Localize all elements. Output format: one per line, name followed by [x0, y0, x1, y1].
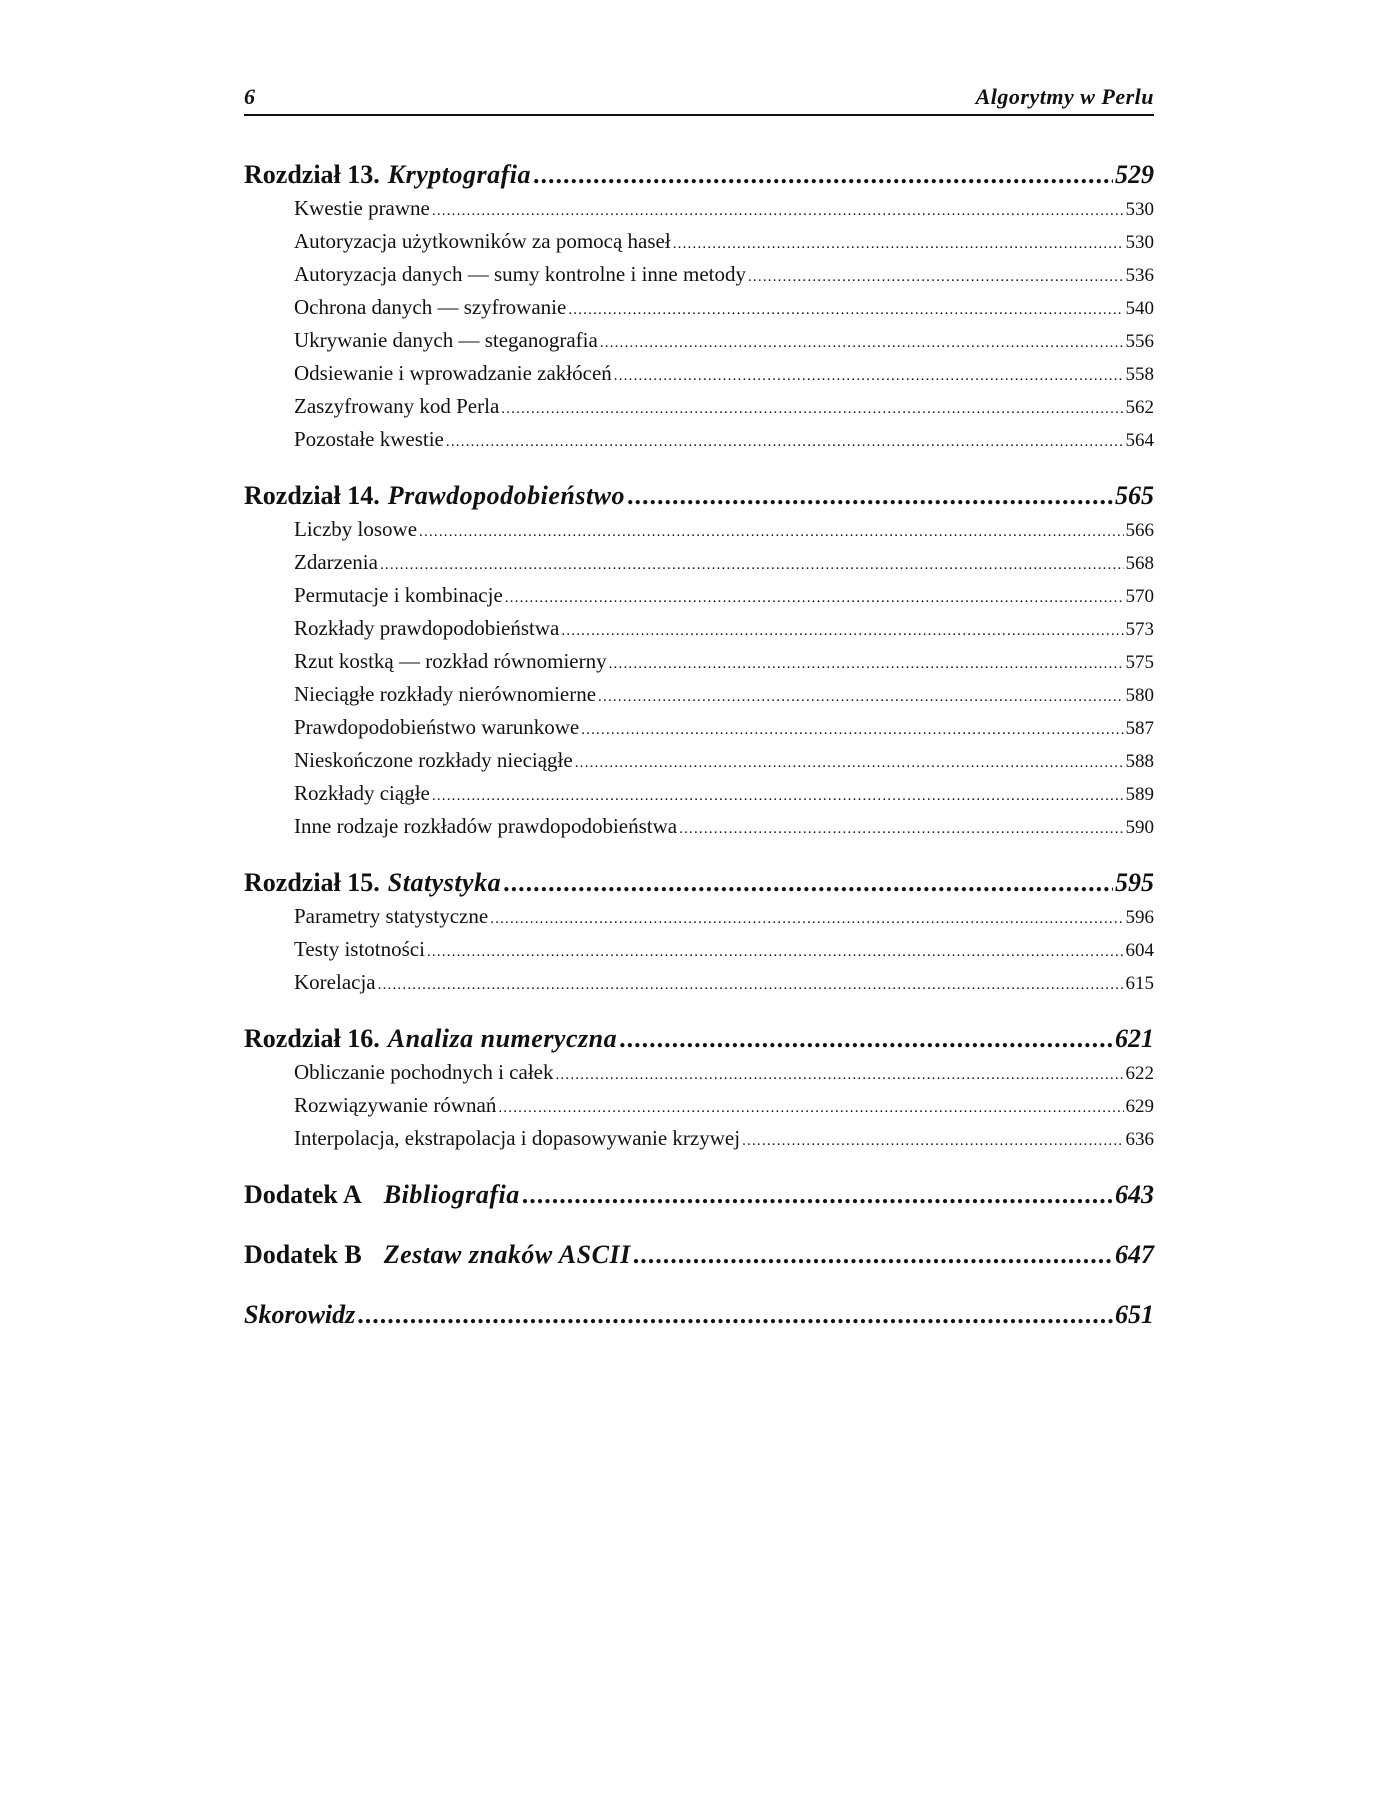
dot-leader [432, 192, 1124, 228]
dot-leader [561, 612, 1123, 648]
toc-section[interactable] [244, 225, 1154, 258]
dot-leader [533, 158, 1113, 192]
section-page: 530 [1125, 232, 1154, 253]
toc-section[interactable] [244, 513, 1154, 546]
dot-leader [633, 1238, 1113, 1272]
toc-section[interactable] [244, 546, 1154, 579]
chapter-page: 595 [1115, 868, 1154, 897]
chapter-heading[interactable] [244, 479, 1154, 513]
section-title: Pozostałe kwestie [294, 427, 444, 451]
chapter-prefix: Rozdział 15. [244, 868, 380, 897]
dot-leader [748, 258, 1124, 294]
toc-appendix-a[interactable] [244, 1178, 1154, 1212]
toc-section[interactable] [244, 966, 1154, 999]
toc-section[interactable] [244, 291, 1154, 324]
toc-section[interactable] [244, 258, 1154, 291]
dot-leader [501, 390, 1123, 426]
toc-section[interactable] [244, 645, 1154, 678]
dot-leader [555, 1056, 1123, 1092]
toc-section[interactable] [244, 1122, 1154, 1155]
appendix-prefix: Dodatek A [244, 1180, 362, 1209]
chapter-title: Analiza numeryczna [387, 1024, 618, 1053]
section-title: Zaszyfrowany kod Perla [294, 394, 500, 418]
dot-leader [380, 546, 1124, 582]
chapter-heading[interactable] [244, 158, 1154, 192]
section-page: 590 [1125, 817, 1154, 838]
toc-chapter-13 [244, 158, 1154, 456]
section-title: Rozwiązywanie równań [294, 1093, 497, 1117]
chapter-heading[interactable] [244, 1022, 1154, 1056]
section-title: Interpolacja, ekstrapolacja i dopasowywanie krzywej [294, 1126, 741, 1150]
page-header [244, 84, 1154, 116]
section-page: 530 [1125, 199, 1154, 220]
section-page: 558 [1125, 364, 1154, 385]
dot-leader [419, 513, 1123, 549]
dot-leader [619, 1022, 1113, 1056]
section-title: Autoryzacja użytkowników za pomocą haseł [294, 229, 671, 253]
section-title: Rozkłady prawdopodobieństwa [294, 616, 560, 640]
section-title: Obliczanie pochodnych i całek [294, 1060, 554, 1084]
toc-section[interactable] [244, 423, 1154, 456]
section-page: 596 [1125, 907, 1154, 928]
section-page: 636 [1125, 1129, 1154, 1150]
dot-leader [432, 777, 1124, 813]
dot-leader [673, 225, 1124, 261]
chapter-title: Kryptografia [387, 160, 531, 189]
section-title: Testy istotności [294, 937, 425, 961]
toc-section[interactable] [244, 324, 1154, 357]
section-page: 536 [1125, 265, 1154, 286]
chapter-prefix: Rozdział 16. [244, 1024, 380, 1053]
header-book-title: Algorytmy w Perlu [975, 84, 1154, 109]
section-page: 556 [1125, 331, 1154, 352]
chapter-page: 565 [1115, 481, 1154, 510]
section-title: Korelacja [294, 970, 376, 994]
section-page: 564 [1125, 430, 1154, 451]
section-title: Liczby losowe [294, 517, 418, 541]
section-page: 587 [1125, 718, 1154, 739]
section-title: Ochrona danych — szyfrowanie [294, 295, 567, 319]
section-title: Odsiewanie i wprowadzanie zakłóceń [294, 361, 612, 385]
dot-leader [581, 711, 1123, 747]
appendix-page: 643 [1115, 1180, 1154, 1209]
dot-leader [598, 678, 1123, 714]
toc-index[interactable] [244, 1298, 1154, 1332]
section-page: 580 [1125, 685, 1154, 706]
toc-section[interactable] [244, 612, 1154, 645]
toc-section[interactable] [244, 744, 1154, 777]
dot-leader [490, 900, 1123, 936]
dot-leader [575, 744, 1124, 780]
appendix-title: Zestaw znaków ASCII [383, 1240, 631, 1269]
toc-section[interactable] [244, 390, 1154, 423]
toc-section[interactable] [244, 678, 1154, 711]
dot-leader [378, 966, 1124, 1002]
section-title: Prawdopodobieństwo warunkowe [294, 715, 580, 739]
dot-leader [503, 866, 1113, 900]
dot-leader [427, 933, 1124, 969]
section-title: Parametry statystyczne [294, 904, 489, 928]
toc-section[interactable] [244, 810, 1154, 843]
toc-section[interactable] [244, 357, 1154, 390]
section-page: 629 [1125, 1096, 1154, 1117]
section-title: Zdarzenia [294, 550, 378, 574]
dot-leader [357, 1298, 1113, 1332]
dot-leader [614, 357, 1124, 393]
index-page: 651 [1115, 1300, 1154, 1329]
toc-chapter-16 [244, 1022, 1154, 1155]
dot-leader [609, 645, 1124, 681]
toc-section[interactable] [244, 711, 1154, 744]
section-page: 570 [1125, 586, 1154, 607]
section-page: 566 [1125, 520, 1154, 541]
toc-section[interactable] [244, 192, 1154, 225]
toc-section[interactable] [244, 1089, 1154, 1122]
chapter-heading[interactable] [244, 866, 1154, 900]
toc-section[interactable] [244, 900, 1154, 933]
section-title: Nieskończone rozkłady nieciągłe [294, 748, 573, 772]
section-title: Permutacje i kombinacje [294, 583, 503, 607]
dot-leader [600, 324, 1124, 360]
section-title: Rzut kostką — rozkład równomierny [294, 649, 607, 673]
toc-section[interactable] [244, 579, 1154, 612]
dot-leader [498, 1089, 1123, 1125]
section-page: 604 [1125, 940, 1154, 961]
section-page: 589 [1125, 784, 1154, 805]
chapter-prefix: Rozdział 14. [244, 481, 380, 510]
dot-leader [627, 479, 1113, 513]
appendix-prefix: Dodatek B [244, 1240, 362, 1269]
toc-appendix-b[interactable] [244, 1238, 1154, 1272]
toc-section[interactable] [244, 1056, 1154, 1089]
toc-chapter-14 [244, 479, 1154, 843]
dot-leader [679, 810, 1123, 846]
section-page: 588 [1125, 751, 1154, 772]
dot-leader [505, 579, 1124, 615]
chapter-page: 621 [1115, 1024, 1154, 1053]
dot-leader [568, 291, 1123, 327]
dot-leader [522, 1178, 1113, 1212]
dot-leader [742, 1122, 1123, 1158]
chapter-title: Prawdopodobieństwo [387, 481, 626, 510]
section-page: 622 [1125, 1063, 1154, 1084]
toc-chapter-15 [244, 866, 1154, 999]
section-page: 573 [1125, 619, 1154, 640]
index-title: Skorowidz [244, 1300, 356, 1329]
dot-leader [446, 423, 1124, 459]
chapter-title: Statystyka [387, 868, 502, 897]
appendix-title: Bibliografia [383, 1180, 520, 1209]
section-page: 562 [1125, 397, 1154, 418]
section-title: Inne rodzaje rozkładów prawdopodobieństwa [294, 814, 678, 838]
chapter-page: 529 [1115, 160, 1154, 189]
section-page: 615 [1125, 973, 1154, 994]
section-title: Rozkłady ciągłe [294, 781, 430, 805]
chapter-prefix: Rozdział 13. [244, 160, 380, 189]
toc-section[interactable] [244, 777, 1154, 810]
section-title: Kwestie prawne [294, 196, 430, 220]
section-page: 568 [1125, 553, 1154, 574]
section-page: 575 [1125, 652, 1154, 673]
section-title: Nieciągłe rozkłady nierównomierne [294, 682, 597, 706]
section-title: Autoryzacja danych — sumy kontrolne i inne metody [294, 262, 746, 286]
toc-section[interactable] [244, 933, 1154, 966]
header-page-number: 6 [244, 84, 255, 109]
table-of-contents [244, 158, 1154, 1358]
section-title: Ukrywanie danych — steganografia [294, 328, 598, 352]
appendix-page: 647 [1115, 1240, 1154, 1269]
section-page: 540 [1125, 298, 1154, 319]
